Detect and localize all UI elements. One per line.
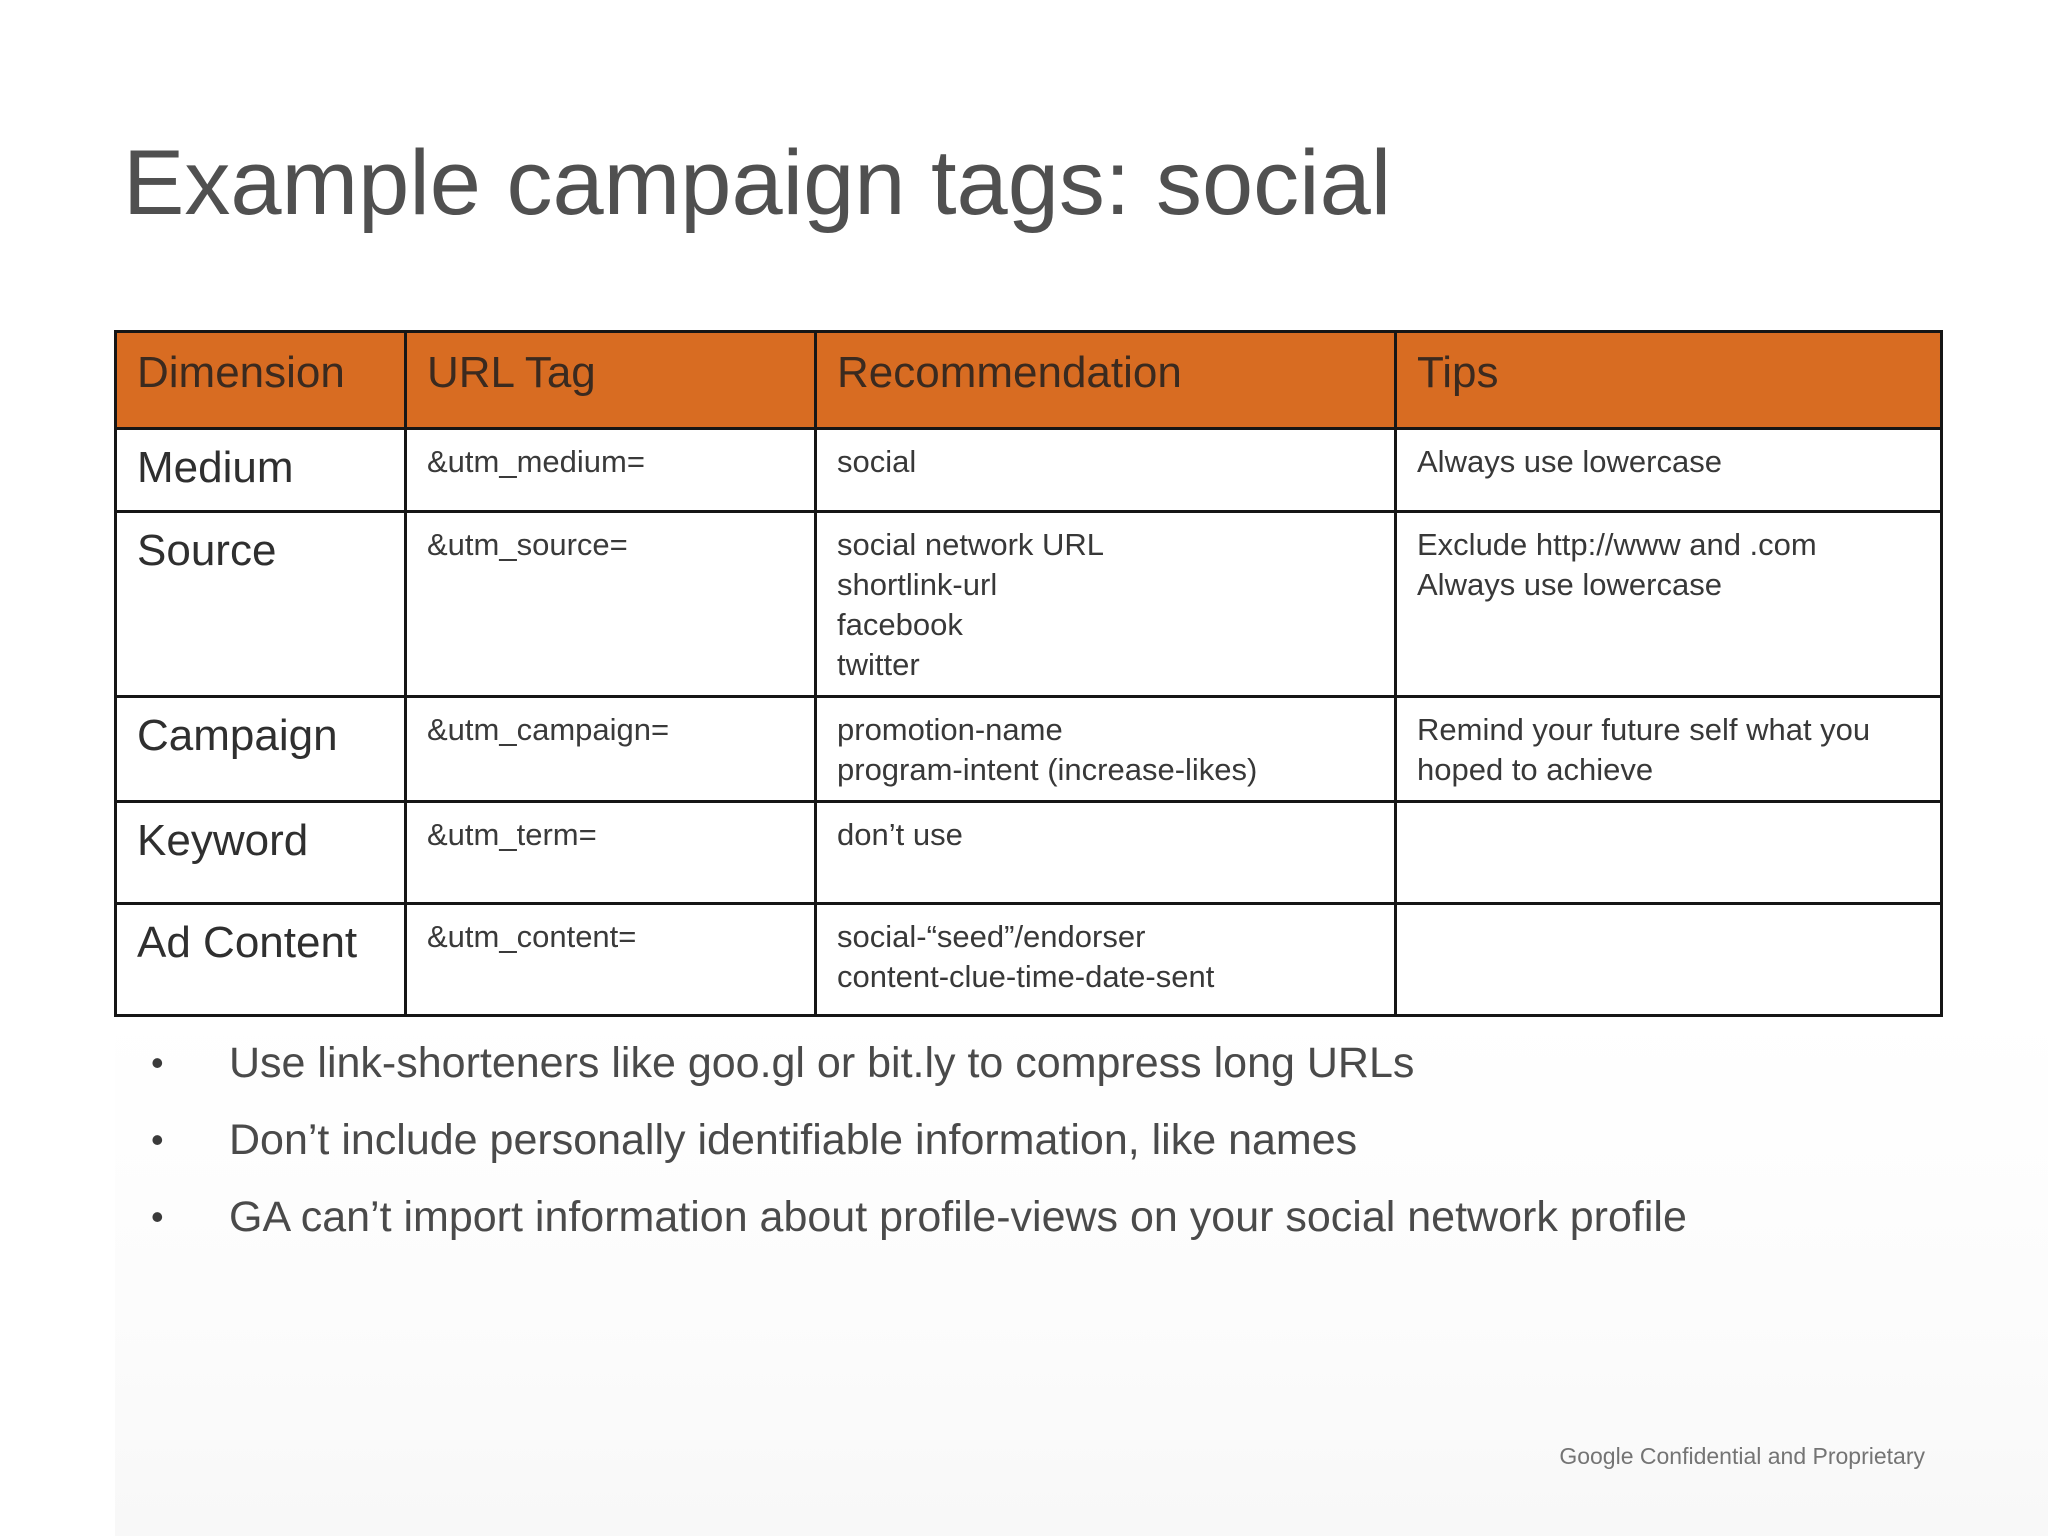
tips-cell [1396, 512, 1942, 697]
header-recommendation: Recommendation [816, 332, 1396, 429]
recommendation-line: promotion-name [837, 712, 1063, 747]
tips-line: hoped to achieve [1417, 752, 1654, 787]
table-header-row [116, 332, 1942, 429]
url-tag-cell: &utm_medium= [406, 429, 816, 512]
bullet-item [145, 1114, 1687, 1191]
recommendation-cell [816, 904, 1396, 1016]
bullet-item [145, 1191, 1687, 1268]
url-tag-cell: &utm_term= [406, 802, 816, 904]
tips-line: Exclude http://www and .com [1417, 527, 1817, 562]
dimension-cell: Ad Content [116, 904, 406, 1016]
recommendation-line: social-“seed”/endorser [837, 919, 1146, 954]
dimension-cell: Campaign [116, 697, 406, 802]
bullet-text: Use link-shorteners like goo.gl or bit.ly to compress long URLs [229, 1039, 1415, 1087]
recommendation-cell [816, 697, 1396, 802]
table-row [116, 802, 1942, 904]
recommendation-line: program-intent (increase-likes) [837, 752, 1258, 787]
bullet-point-icon: • [151, 1042, 164, 1083]
header-url-tag: URL Tag [406, 332, 816, 429]
recommendation-cell [816, 512, 1396, 697]
table-row [116, 697, 1942, 802]
recommendation-line: don’t use [837, 817, 963, 852]
campaign-tags-table [114, 330, 1943, 1017]
slide-title: Example campaign tags: social [123, 132, 1392, 234]
tips-cell [1396, 429, 1942, 512]
table-row [116, 904, 1942, 1016]
bullet-item [145, 1037, 1687, 1114]
tips-bullet-list [145, 1037, 1687, 1268]
bullet-point-icon: • [151, 1119, 164, 1160]
dimension-cell: Source [116, 512, 406, 697]
recommendation-line: social network URL [837, 527, 1105, 562]
recommendation-line: twitter [837, 647, 920, 682]
tips-line: Always use lowercase [1417, 567, 1722, 602]
bullet-text: Don’t include personally identifiable information, like names [229, 1116, 1358, 1164]
recommendation-line: social [837, 444, 917, 479]
confidentiality-footer: Google Confidential and Proprietary [1559, 1443, 1925, 1469]
dimension-cell: Medium [116, 429, 406, 512]
bullet-point-icon: • [151, 1196, 164, 1237]
url-tag-cell: &utm_content= [406, 904, 816, 1016]
tips-line: Always use lowercase [1417, 444, 1722, 479]
header-tips: Tips [1396, 332, 1942, 429]
url-tag-cell: &utm_source= [406, 512, 816, 697]
recommendation-line: facebook [837, 607, 963, 642]
tips-line: Remind your future self what you [1417, 712, 1871, 747]
bullet-text: GA can’t import information about profile-views on your social network profile [229, 1193, 1687, 1241]
url-tag-cell: &utm_campaign= [406, 697, 816, 802]
tips-cell [1396, 802, 1942, 904]
recommendation-line: content-clue-time-date-sent [837, 959, 1215, 994]
table-row [116, 512, 1942, 697]
dimension-cell: Keyword [116, 802, 406, 904]
tips-cell [1396, 697, 1942, 802]
recommendation-cell [816, 802, 1396, 904]
recommendation-line: shortlink-url [837, 567, 998, 602]
header-dimension: Dimension [116, 332, 406, 429]
table-row [116, 429, 1942, 512]
recommendation-cell [816, 429, 1396, 512]
tips-cell [1396, 904, 1942, 1016]
